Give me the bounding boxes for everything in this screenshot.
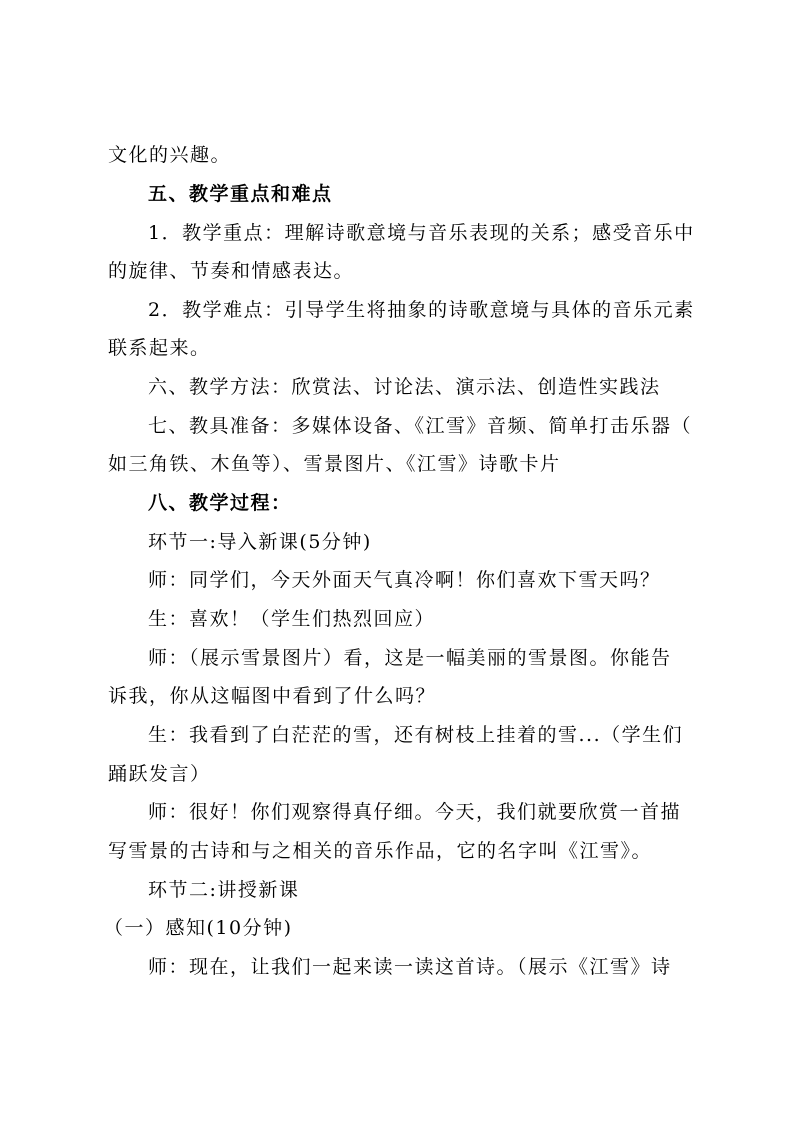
paragraph-line: 如三角铁、木鱼等）、雪景图片、《江雪》诗歌卡片: [108, 453, 561, 475]
paragraph-line: 诉我，你从这幅图中看到了什么吗？: [108, 685, 437, 707]
dialogue-line: 师：现在，让我们一起来读一读这首诗。（展示《江雪》诗: [148, 956, 672, 978]
paragraph-line-continuation: 文化的兴趣。: [108, 144, 232, 166]
dialogue-line: 师：很好！你们观察得真仔细。今天，我们就要欣赏一首描: [148, 801, 682, 823]
dialogue-line: 生：我看到了白茫茫的雪，还有树枝上挂着的雪...（学生们: [148, 724, 684, 746]
paragraph-line: 的旋律、节奏和情感表达。: [108, 260, 355, 282]
subsection-heading-stage-one: 环节一:导入新课(5分钟): [148, 531, 372, 553]
dialogue-line: 师：（展示雪景图片）看，这是一幅美丽的雪景图。你能告: [148, 647, 672, 669]
section-heading-key-points: 五、教学重点和难点: [148, 183, 333, 205]
paragraph-line: 写雪景的古诗和与之相关的音乐作品，它的名字叫《江雪》。: [108, 840, 653, 862]
section-heading-materials: 七、教具准备：多媒体设备、《江雪》音频、简单打击乐器（: [148, 415, 693, 437]
paragraph-line: 联系起来。: [108, 337, 211, 359]
dialogue-line: 生：喜欢！（学生们热烈回应）: [148, 608, 436, 630]
section-heading-methods: 六、教学方法：欣赏法、讨论法、演示法、创造性实践法: [148, 376, 661, 398]
dialogue-line: 师：同学们，今天外面天气真冷啊！你们喜欢下雪天吗？: [148, 569, 661, 591]
paragraph-line: 踊跃发言）: [108, 763, 211, 785]
section-heading-process: 八、教学过程：: [148, 492, 292, 514]
paragraph-line-key-point: 1．教学重点：理解诗歌意境与音乐表现的关系；感受音乐中: [148, 222, 695, 244]
subsection-heading-stage-two: 环节二:讲授新课: [148, 879, 300, 901]
paragraph-line-difficulty: 2．教学难点：引导学生将抽象的诗歌意境与具体的音乐元素: [148, 299, 695, 321]
subsection-heading-perception: （一）感知(10分钟): [104, 917, 293, 939]
